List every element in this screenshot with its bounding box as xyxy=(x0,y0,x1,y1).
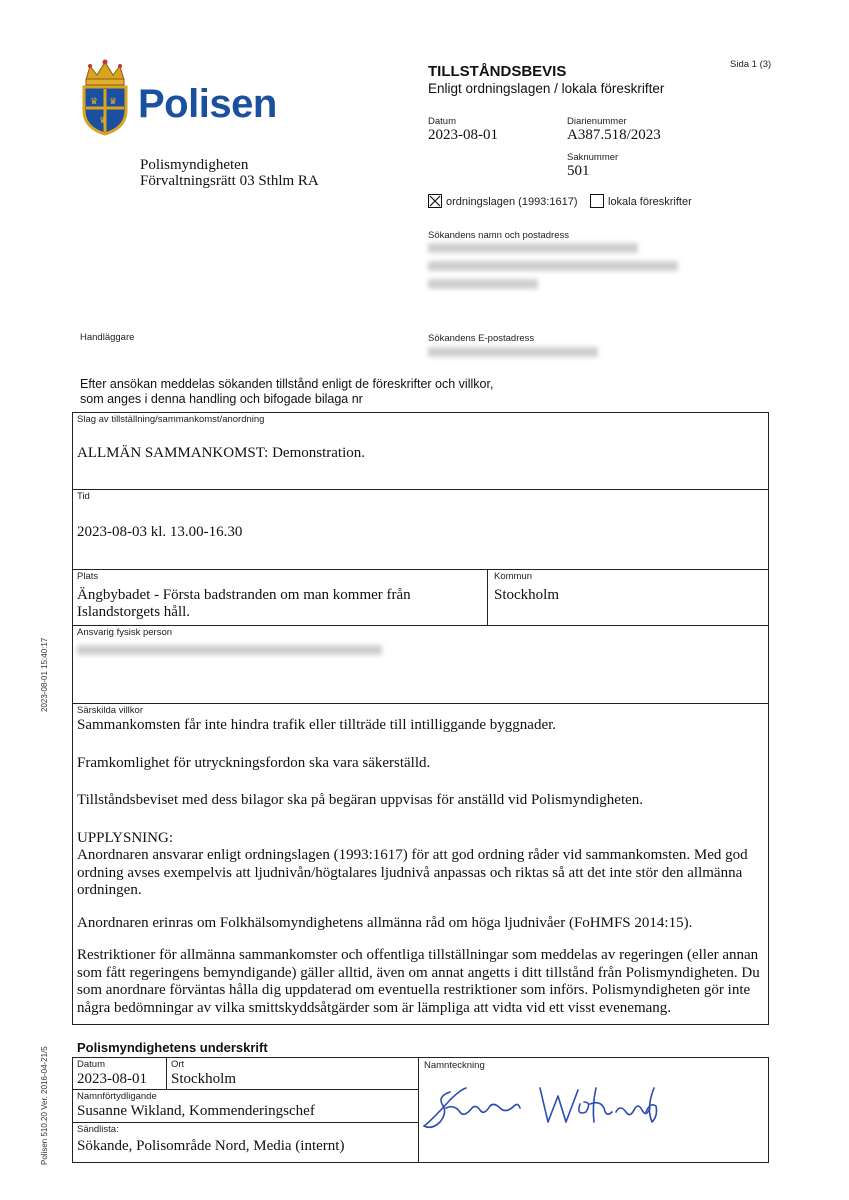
ordningslagen-checkbox[interactable] xyxy=(428,194,442,208)
plats-value-line-1: Ängbybadet - Första badstranden om man kommer från xyxy=(77,587,411,603)
lokala-foreskrifter-label: lokala föreskrifter xyxy=(608,196,692,208)
saknummer-value: 501 xyxy=(567,163,590,179)
handwritten-signature xyxy=(420,1082,670,1142)
svg-text:♛: ♛ xyxy=(109,97,118,107)
kommun-value: Stockholm xyxy=(494,587,560,603)
svg-text:♛: ♛ xyxy=(99,116,108,126)
lokala-foreskrifter-checkbox[interactable] xyxy=(590,194,604,208)
ansvarig-label: Ansvarig fysisk person xyxy=(77,627,173,638)
namnteckning-label: Namnteckning xyxy=(424,1060,485,1071)
slag-label: Slag av tillställning/sammankomst/anordning xyxy=(77,414,265,425)
redacted-applicant-email xyxy=(428,347,598,357)
police-emblem-icon xyxy=(76,58,134,136)
svg-text:♛: ♛ xyxy=(90,97,99,107)
datum-label: Datum xyxy=(428,116,456,127)
redacted-applicant-city xyxy=(428,279,538,289)
checkmark-x-icon xyxy=(429,195,441,207)
condition-3: Tillståndsbeviset med dess bilagor ska på begäran uppvisas för anställd vid Polismyndigheten. xyxy=(77,792,644,808)
intro-line-1: Efter ansökan meddelas sökanden tillstånd enligt de föreskrifter och villkor, xyxy=(80,377,494,391)
document-subtitle: Enligt ordningslagen / lokala föreskrifter xyxy=(428,81,665,96)
diarienummer-value: A387.518/2023 xyxy=(567,127,661,143)
tid-value: 2023-08-03 kl. 13.00-16.30 xyxy=(77,524,243,540)
slag-value: ALLMÄN SAMMANKOMST: Demonstration. xyxy=(77,445,366,461)
plats-value-line-2: Islandstorgets håll. xyxy=(77,604,191,620)
sig-datum-value: 2023-08-01 xyxy=(77,1071,147,1087)
sokande-epost-label: Sökandens E-postadress xyxy=(428,333,535,344)
upplysning-paragraph-3: Restriktioner för allmänna sammankomster och offentliga tillställningar som meddelas av regeringen (eller annan som fått regeringens bemyndigande) gäller alltid, även om annat angetts i ditt tillstånd från Polismyndigheten. Du som anordnare förväntas hålla dig uppdaterad om eventuella restriktioner som införs. Polismyndigheten gör inte några bedömningar av vilka smittskyddsåtgärder som är lämpliga att vidta vid ett visst evenemang. xyxy=(77,947,760,1016)
underskrift-heading: Polismyndighetens underskrift xyxy=(77,1040,268,1055)
datum-value: 2023-08-01 xyxy=(428,127,498,143)
upplysning-heading: UPPLYSNING: xyxy=(77,829,174,846)
polisen-logo xyxy=(76,58,286,138)
conditions-text xyxy=(77,717,765,1032)
sig-ort-label: Ort xyxy=(171,1059,185,1070)
document-title: TILLSTÅNDSBEVIS xyxy=(428,63,567,80)
namnfortydligande-label: Namnförtydligande xyxy=(77,1091,157,1102)
handlaggare-label: Handläggare xyxy=(80,332,135,343)
ordningslagen-label: ordningslagen (1993:1617) xyxy=(446,196,578,208)
margin-form-id: Polisen 510.20 Ver. 2016-04-21/5 xyxy=(40,1046,49,1165)
logo-wordmark: Polisen xyxy=(138,82,277,126)
sig-datum-label: Datum xyxy=(77,1059,105,1070)
sokande-namn-label: Sökandens namn och postadress xyxy=(428,230,570,241)
condition-1: Sammankomsten får inte hindra trafik eller tillträde till intilliggande byggnader. xyxy=(77,717,557,733)
redacted-responsible-person xyxy=(77,645,382,655)
intro-line-2: som anges i denna handling och bifogade bilaga nr xyxy=(80,392,363,406)
authority-unit: Förvaltningsrätt 03 Sthlm RA xyxy=(140,173,319,189)
condition-2: Framkomlighet för utryckningsfordon ska vara säkerställd. xyxy=(77,754,431,771)
upplysning-paragraph-1: Anordnaren ansvarar enligt ordningslagen (1993:1617) för att god ordning råder vid sammankomsten. Med god ordning avses exempelvis att ljudnivån/högtalares ljudnivå anpassas och riktas så att det inte stör den allmänna ordningen. xyxy=(77,847,748,898)
sandlista-value: Sökande, Polisområde Nord, Media (internt) xyxy=(77,1138,345,1154)
plats-label: Plats xyxy=(77,571,99,582)
kommun-label: Kommun xyxy=(494,571,533,582)
sig-ort-value: Stockholm xyxy=(171,1071,237,1087)
redacted-applicant-address xyxy=(428,261,678,271)
villkor-label: Särskilda villkor xyxy=(77,705,143,716)
sandlista-label: Sändlista: xyxy=(77,1124,119,1135)
page-number: Sida 1 (3) xyxy=(730,59,772,70)
saknummer-label: Saknummer xyxy=(567,152,619,163)
redacted-applicant-name xyxy=(428,243,638,253)
authority-name: Polismyndigheten xyxy=(140,157,249,173)
tid-label: Tid xyxy=(77,491,90,502)
diarienummer-label: Diarienummer xyxy=(567,116,627,127)
margin-timestamp: 2023-08-01 15:40:17 xyxy=(40,637,49,712)
namnfortydligande-value: Susanne Wikland, Kommenderingschef xyxy=(77,1103,315,1119)
upplysning-paragraph-2: Anordnaren erinras om Folkhälsomyndighetens allmänna råd om höga ljudnivåer (FoHMFS 2014:15). xyxy=(77,914,693,931)
